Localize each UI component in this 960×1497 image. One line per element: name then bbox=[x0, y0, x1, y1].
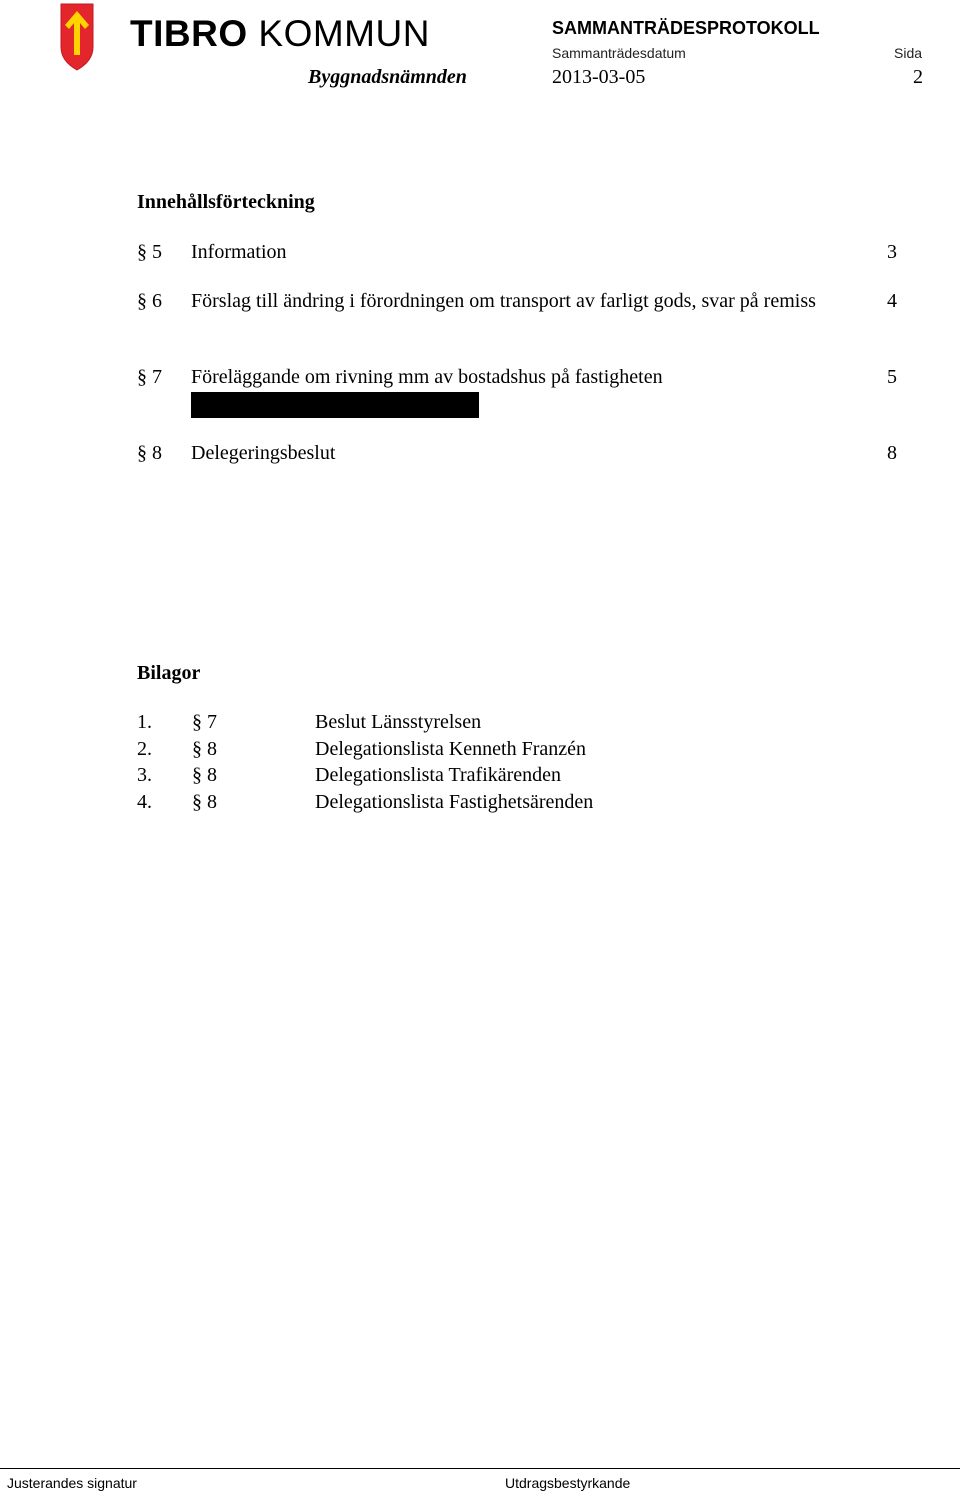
toc-page: 3 bbox=[887, 241, 897, 263]
meeting-date-label: Sammanträdesdatum bbox=[552, 45, 686, 61]
attachment-text: Delegationslista Trafikärenden bbox=[315, 764, 562, 786]
certification-label: Utdragsbestyrkande bbox=[505, 1475, 631, 1491]
logo-word-tibro: TIBRO bbox=[130, 13, 248, 54]
toc-heading: Innehållsförteckning bbox=[137, 191, 315, 213]
toc-page: 8 bbox=[887, 442, 897, 464]
toc-section: § 7 bbox=[137, 366, 162, 388]
attachment-number: 2. bbox=[137, 738, 152, 760]
toc-section: § 5 bbox=[137, 241, 162, 263]
toc-page: 4 bbox=[887, 290, 897, 312]
logo-word-kommun: KOMMUN bbox=[258, 13, 430, 54]
logo-wordmark bbox=[130, 12, 430, 56]
municipal-coat-of-arms-logo bbox=[60, 3, 94, 71]
toc-title: Förslag till ändring i förordningen om transport av farligt gods, svar på remiss bbox=[191, 290, 816, 312]
signature-label: Justerandes signatur bbox=[7, 1475, 137, 1491]
attachment-section: § 8 bbox=[192, 764, 217, 786]
attachment-section: § 8 bbox=[192, 738, 217, 760]
attachment-section: § 8 bbox=[192, 791, 217, 813]
toc-section: § 6 bbox=[137, 290, 162, 312]
attachment-text: Beslut Länsstyrelsen bbox=[315, 711, 482, 733]
toc-title: Delegeringsbeslut bbox=[191, 442, 336, 464]
attachment-number: 3. bbox=[137, 764, 152, 786]
page-number: 2 bbox=[913, 66, 923, 88]
toc-page: 5 bbox=[887, 366, 897, 388]
attachment-text: Delegationslista Fastighetsärenden bbox=[315, 791, 594, 813]
attachments-heading: Bilagor bbox=[137, 662, 201, 684]
document-type: SAMMANTRÄDESPROTOKOLL bbox=[552, 18, 820, 38]
footer-divider bbox=[0, 1468, 960, 1469]
attachment-text: Delegationslista Kenneth Franzén bbox=[315, 738, 587, 760]
toc-section: § 8 bbox=[137, 442, 162, 464]
toc-title: Föreläggande om rivning mm av bostadshus på fastigheten bbox=[191, 366, 663, 388]
redaction-bar bbox=[191, 392, 479, 418]
committee-name: Byggnadsnämnden bbox=[308, 66, 467, 88]
toc-title-block bbox=[191, 364, 851, 418]
attachment-number: 1. bbox=[137, 711, 152, 733]
attachment-section: § 7 bbox=[192, 711, 217, 733]
page-label: Sida bbox=[894, 45, 923, 61]
attachment-number: 4. bbox=[137, 791, 152, 813]
meeting-date: 2013-03-05 bbox=[552, 66, 646, 88]
toc-title: Information bbox=[191, 241, 287, 263]
